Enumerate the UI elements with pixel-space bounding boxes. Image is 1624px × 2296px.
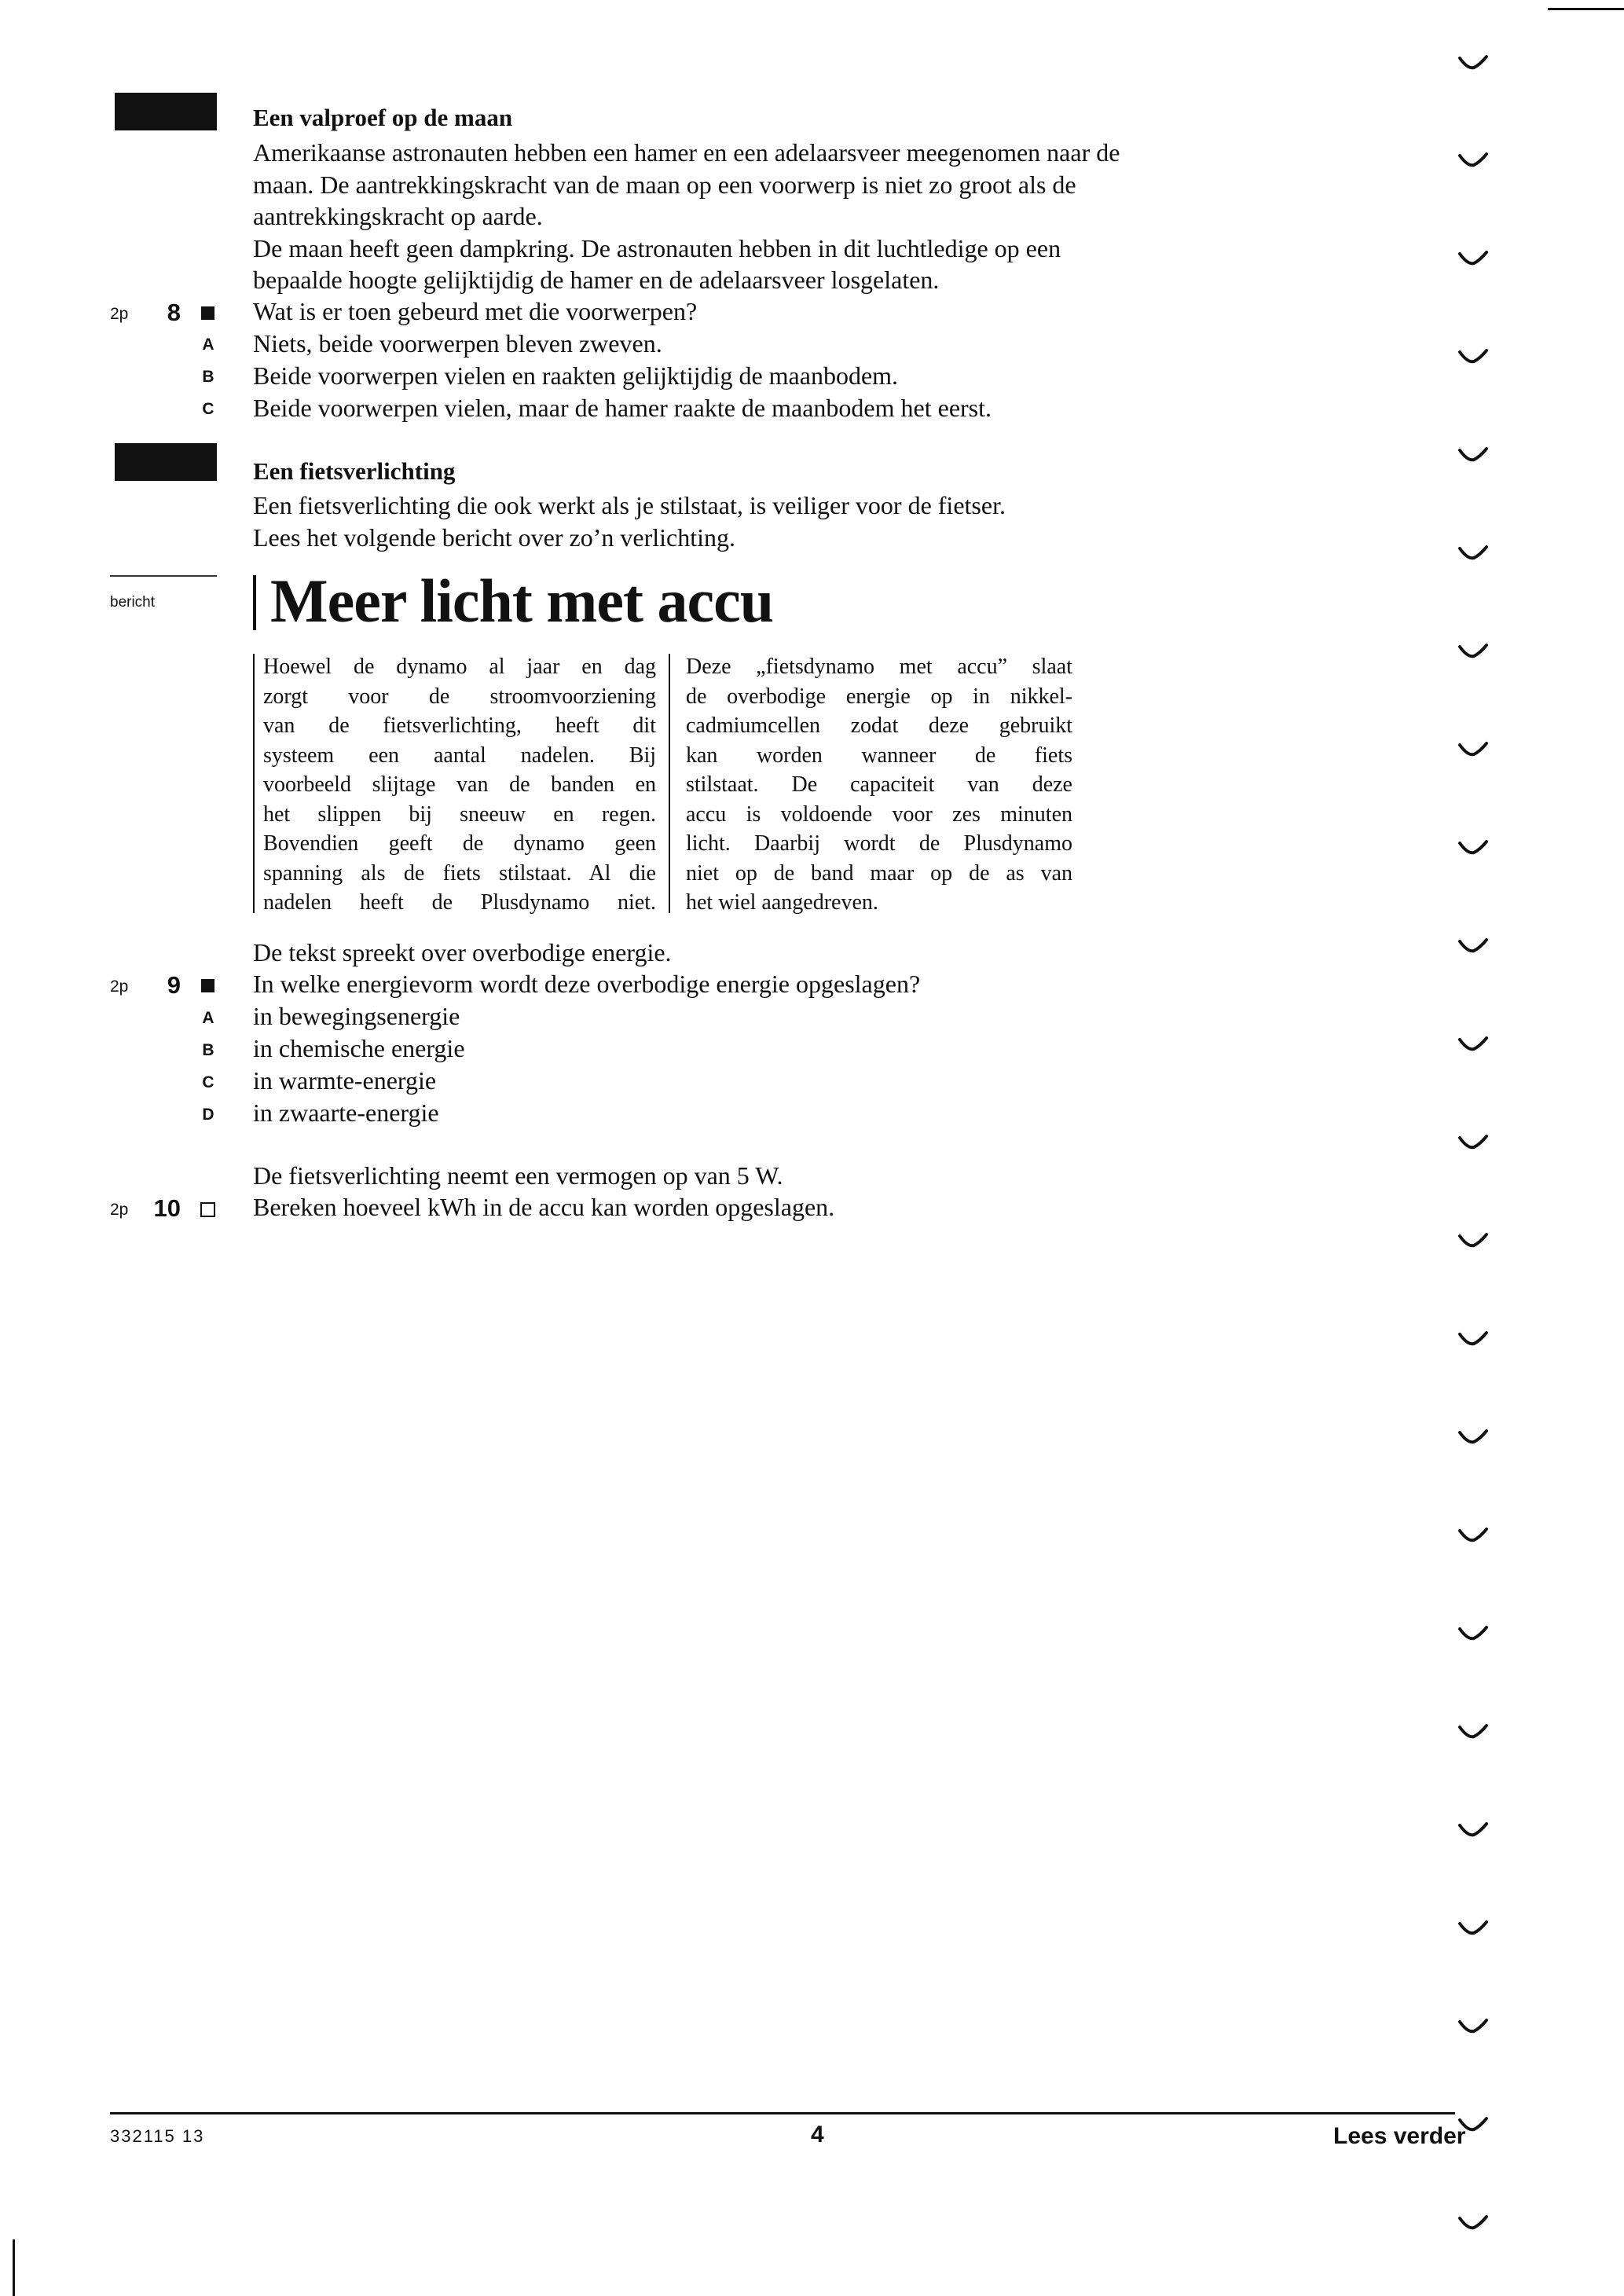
article-line: niet op de band maar op de as van [686,860,1072,886]
binding-tick-icon [1458,1721,1490,1743]
article-line: voorbeeld slijtage van de banden en [263,772,656,797]
column-rule [669,654,670,913]
question-points: 2p [110,1201,129,1219]
option-text: in chemische energie [253,1034,465,1062]
section-intro [253,490,1006,553]
article-line: systeem een aantal nadelen. Bij [263,743,656,768]
option-letter: C [202,1073,214,1091]
margin-label: bericht [110,594,156,611]
continue-label: Lees verder [1333,2123,1466,2149]
article-column-2 [686,652,1072,918]
binding-tick-icon [1458,739,1490,761]
article-line: kan worden wanneer de fiets [686,743,1072,768]
binding-tick-icon [1458,248,1490,270]
question-lead: De fietsverlichting neemt een vermogen op van 5 W. [253,1161,783,1190]
binding-tick-icon [1458,1426,1490,1448]
article-line: nadelen heeft de Plusdynamo niet. [263,890,656,915]
question-number: 10 [153,1194,181,1222]
section-title: Een fietsverlichting [253,457,456,485]
intro-line: De maan heeft geen dampkring. De astronauten hebben in dit luchtledige op een [253,233,1061,262]
binding-tick-icon [1458,640,1490,662]
footer-rule [110,2112,1455,2114]
page-edge-rule [13,2239,15,2296]
article-column-1 [263,652,656,918]
binding-tick-icon [1458,346,1490,368]
article-line: de overbodige energie op in nikkel- [686,684,1072,709]
section-marker [115,443,217,481]
binding-tick-icon [1458,1033,1490,1055]
intro-line: Lees het volgende bericht over zo’n verlichting. [253,523,735,552]
binding-tick-icon [1458,935,1490,957]
section-marker [115,93,217,130]
option-text: Niets, beide voorwerpen bleven zweven. [253,329,662,358]
binding-tick-icon [1458,444,1490,466]
option-text: in zwaarte-energie [253,1098,439,1127]
article-line: stilstaat. De capaciteit van deze [686,772,1072,797]
article-line: van de fietsverlichting, heeft dit [263,713,656,738]
binding-tick-icon [1458,542,1490,564]
article-line: spanning als de fiets stilstaat. Al die [263,860,656,886]
article-line: het slippen bij sneeuw en regen. [263,801,656,827]
binding-tick-icon [1458,52,1490,74]
binding-tick-icon [1458,1524,1490,1546]
question-text: Bereken hoeveel kWh in de accu kan worden opgeslagen. [253,1193,835,1221]
multiple-choice-marker [201,306,214,320]
article-line: zorgt voor de stroomvoorziening [263,684,656,709]
binding-tick-icon [1458,1328,1490,1350]
article-line: het wiel aangedreven. [686,890,878,915]
option-letter: A [202,336,214,354]
question-points: 2p [110,977,129,996]
section-intro [253,137,1120,296]
binding-tick-icon [1458,837,1490,859]
question-lead: De tekst spreekt over overbodige energie. [253,938,672,966]
intro-line: aantrekkingskracht op aarde. [253,202,543,230]
option-text: Beide voorwerpen vielen, maar de hamer raakte de maanbodem het eerst. [253,394,992,422]
intro-line: Een fietsverlichting die ook werkt als je stilstaat, is veiliger voor de fietser. [253,491,1006,519]
binding-tick-icon [1458,1230,1490,1252]
article-line: accu is voldoende voor zes minuten [686,801,1072,827]
option-letter: B [202,1041,214,1059]
article-headline: Meer licht met accu [270,567,774,635]
intro-line: maan. De aantrekkingskracht van de maan op een voorwerp is niet zo groot als de [253,170,1076,199]
question-number: 9 [167,971,181,999]
binding-tick-icon [1458,149,1490,171]
binding-tick-icon [1458,1131,1490,1154]
option-text: Beide voorwerpen vielen en raakten gelijktijdig de maanbodem. [253,361,899,390]
page-number: 4 [811,2122,824,2147]
question-points: 2p [110,305,129,323]
intro-line: bepaalde hoogte gelijktijdig de hamer en de adelaarsveer losgelaten. [253,266,940,294]
option-text: in warmte-energie [253,1066,437,1095]
column-rule [253,654,255,913]
open-question-marker [200,1202,215,1217]
option-letter: B [202,368,214,386]
option-letter: C [202,400,214,418]
intro-line: Amerikaanse astronauten hebben een hamer en een adelaarsveer meegenomen naar de [253,138,1120,167]
question-text: In welke energievorm wordt deze overbodige energie opgeslagen? [253,970,921,998]
headline-rule [253,575,256,630]
option-text: in bewegingsenergie [253,1002,460,1030]
footer-code: 332115 13 [110,2126,205,2146]
page-edge-rule [1548,8,1624,10]
question-number: 8 [167,299,181,326]
option-letter: D [202,1106,214,1124]
binding-tick-icon [1458,1623,1490,1645]
multiple-choice-marker [201,979,214,992]
binding-tick-icon [1458,2212,1490,2234]
binding-tick-icon [1458,2015,1490,2037]
option-letter: A [202,1009,214,1027]
article-line: Deze „fietsdynamo met accu” slaat [686,655,1072,679]
article-line: cadmiumcellen zodat deze gebruikt [686,713,1072,738]
binding-tick-icon [1458,1917,1490,1939]
article-line: licht. Daarbij wordt de Plusdynamo [686,831,1072,856]
question-text: Wat is er toen gebeurd met die voorwerpen? [253,297,698,325]
article-line: Hoewel de dynamo al jaar en dag [263,655,656,679]
binding-tick-icon [1458,1819,1490,1841]
article-line: Bovendien geeft de dynamo geen [263,831,656,856]
margin-rule [110,575,217,577]
section-title: Een valproef op de maan [253,104,513,131]
